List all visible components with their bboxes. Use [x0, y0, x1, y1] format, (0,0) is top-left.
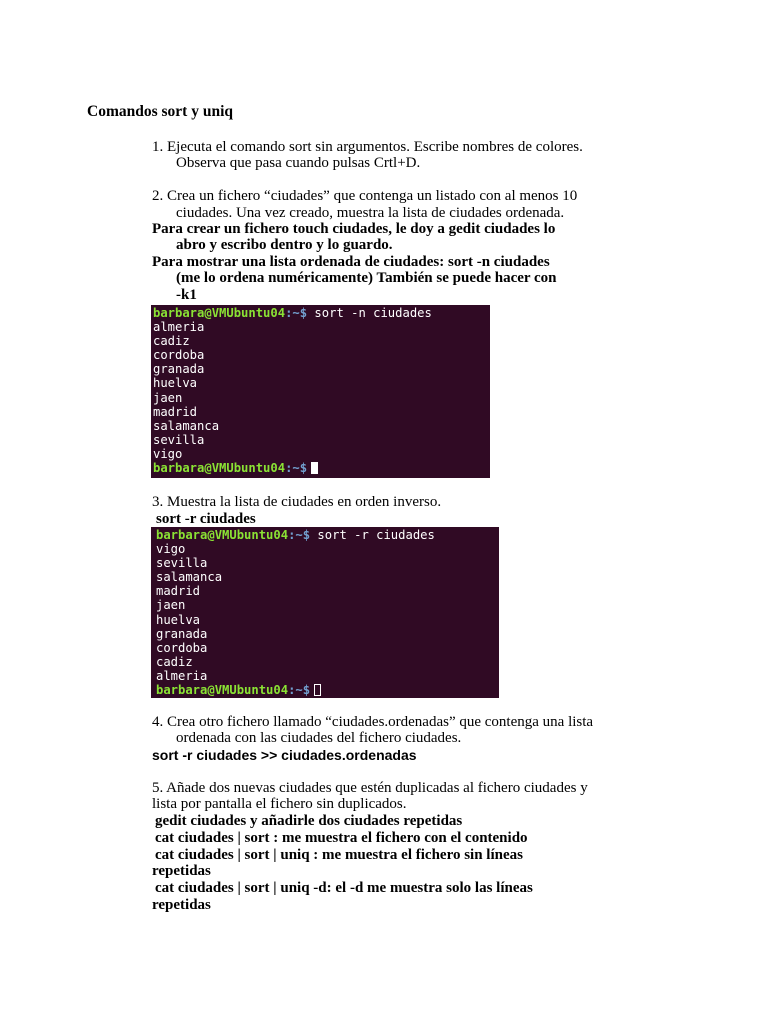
exercise-3-text: 3. Muestra la lista de ciudades en orden inverso. [152, 494, 442, 510]
terminal-output-line: sevilla [153, 432, 205, 447]
terminal-output-line: granada [153, 362, 205, 377]
exercise-5-text-cont: lista por pantalla el fichero sin duplicados. [152, 796, 407, 812]
exercise-1-text-cont: Observa que pasa cuando pulsas Crtl+D. [176, 155, 421, 171]
terminal-screenshot-sort-r [151, 527, 499, 698]
terminal-output-line: sevilla [156, 556, 208, 571]
terminal-output-line: huelva [156, 612, 201, 627]
terminal-output-line: cadiz [156, 654, 193, 669]
exercise-5-answer-1: gedit ciudades y añadirle dos ciudades repetidas [155, 813, 463, 829]
exercise-3-answer: sort -r ciudades [156, 511, 256, 527]
terminal-output-line: huelva [153, 376, 198, 391]
terminal-output-line: jaen [156, 598, 186, 613]
terminal-output-line: madrid [156, 584, 201, 599]
terminal-output-line: almeria [153, 320, 205, 335]
cursor-icon [314, 684, 321, 696]
terminal-command: sort -r ciudades [310, 528, 435, 542]
exercise-4-text: 4. Crea otro fichero llamado “ciudades.ordenadas” que contenga una lista [152, 714, 594, 730]
prompt-user: barbara@VMUbuntu04 [156, 683, 289, 698]
exercise-5-answer-5: cat ciudades | sort | uniq -d: el -d me muestra solo las líneas [155, 880, 533, 896]
exercise-5-answer-2: cat ciudades | sort : me muestra el fichero con el contenido [155, 830, 528, 846]
exercise-4-text-cont: ordenada con las ciudades del fichero ciudades. [176, 730, 462, 746]
exercise-2-answer-3: Para mostrar una lista ordenada de ciudades: sort -n ciudades [152, 254, 550, 270]
prompt-path: :~$ [288, 683, 311, 698]
exercise-1-text: 1. Ejecuta el comando sort sin argumentos. Escribe nombres de colores. [152, 139, 583, 155]
terminal-prompt-line [153, 306, 490, 320]
exercise-2-answer-2: abro y escribo dentro y lo guardo. [176, 237, 393, 253]
prompt-path: :~$ [285, 306, 308, 320]
terminal-output-line: granada [156, 626, 208, 641]
terminal-command: sort -n ciudades [307, 306, 432, 320]
terminal-output-line: cordoba [153, 348, 205, 363]
exercise-2-text: 2. Crea un fichero “ciudades” que contenga un listado con al menos 10 [152, 188, 578, 204]
prompt-path: :~$ [285, 461, 308, 476]
terminal-screenshot-sort-n [151, 305, 490, 478]
exercise-4-answer: sort -r ciudades >> ciudades.ordenadas [152, 747, 417, 763]
prompt-user: barbara@VMUbuntu04 [153, 306, 286, 320]
terminal-output-line: salamanca [156, 570, 223, 585]
terminal-output-line: salamanca [153, 418, 220, 433]
terminal-output-line: vigo [153, 446, 183, 461]
prompt-user: barbara@VMUbuntu04 [156, 528, 289, 542]
terminal-prompt-line [153, 461, 490, 475]
exercise-5-answer-4: repetidas [152, 863, 211, 879]
exercise-5-answer-3: cat ciudades | sort | uniq : me muestra el fichero sin líneas [155, 847, 523, 863]
exercise-5-text: 5. Añade dos nuevas ciudades que estén duplicadas al fichero ciudades y [152, 780, 588, 796]
cursor-icon [311, 462, 318, 474]
exercise-2-answer-1: Para crear un fichero touch ciudades, le doy a gedit ciudades lo [152, 221, 556, 237]
terminal-output-line: vigo [156, 542, 186, 557]
prompt-path: :~$ [288, 528, 311, 542]
exercise-2-answer-5: -k1 [176, 287, 197, 303]
terminal-output-line: almeria [156, 668, 208, 683]
terminal-prompt-line [156, 528, 499, 542]
terminal-output-line: jaen [153, 390, 183, 405]
terminal-output-line: cadiz [153, 334, 190, 349]
terminal-output-line: cordoba [156, 640, 208, 655]
terminal-output-line: madrid [153, 404, 198, 419]
prompt-user: barbara@VMUbuntu04 [153, 461, 286, 476]
exercise-5-answer-6: repetidas [152, 897, 211, 913]
document-title: Comandos sort y uniq [87, 103, 233, 120]
exercise-2-text-cont: ciudades. Una vez creado, muestra la lista de ciudades ordenada. [176, 205, 565, 221]
exercise-2-answer-4: (me lo ordena numéricamente) También se puede hacer con [176, 270, 557, 286]
terminal-prompt-line [156, 683, 499, 697]
